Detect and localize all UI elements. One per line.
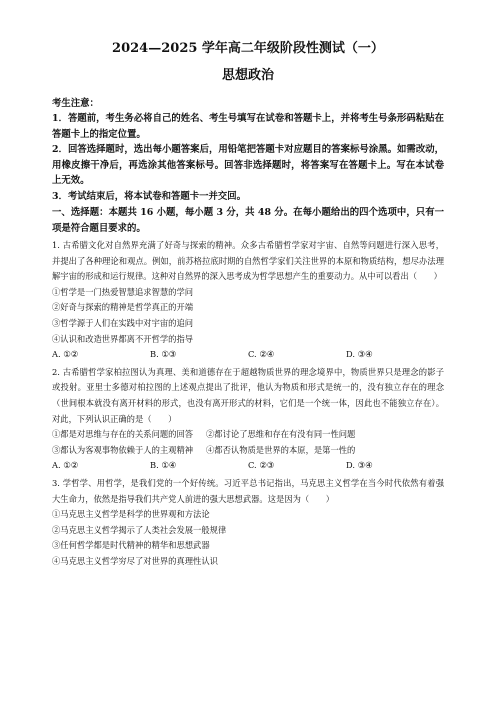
- question-1-statement-2: ②好奇与探索的精神是哲学真正的开端: [52, 302, 194, 313]
- notice-heading: 考生注意：: [52, 98, 99, 109]
- question-2-answer-a: A. ①②: [52, 460, 79, 471]
- question-2-answer-b: B. ①④: [150, 460, 177, 471]
- question-1-answer-a: A. ①②: [52, 349, 79, 360]
- question-1-statement-4: ④认识和改造世界都离不开哲学的指导: [52, 333, 194, 344]
- question-1-answer-b: B. ①③: [150, 349, 177, 360]
- question-1-statement-1: ①哲学是一门热爱智慧追求智慧的学问: [52, 286, 194, 297]
- question-3-statement-4: ④马克思主义哲学穷尽了对世界的真理性认识: [52, 555, 218, 566]
- question-2-statement-1: ①都是对思维与存在的关系问题的回答: [52, 429, 194, 440]
- question-1-answer-d: D. ③④: [346, 349, 373, 360]
- question-2-stem: 2. 古希腊哲学家柏拉图认为真理、美和道德存在于超越物质世界的理念境界中，物质世界只是理念的影子或投射。亚里士多德对柏拉图的上述观点提出了批评，他认为物质和形式是统一的，没有独立存在的理念（世间根本就没有离开材料的形式，也没有离开形式的材料，它们是一个统一体，因此也不能独立存在）。对此，下列认识正确的是（ ）: [52, 366, 444, 424]
- question-3-statement-1: ①马克思主义哲学是科学的世界观和方法论: [52, 509, 210, 520]
- question-2-statements-row-2: [52, 443, 444, 459]
- question-3-statement-3: ③任何哲学都是时代精神的精华和思想武器: [52, 540, 210, 551]
- notice-item-2: 2．回答选择题时，选出每小题答案后，用铅笔把答题卡对应题目的答案标号涂黑。如需改动，用橡皮擦干净后，再选涂其他答案标号。回答非选择题时，将答案写在答题卡上。写在本试卷上无效。: [52, 144, 444, 186]
- question-1-stem: 1. 古希腊文化对自然界充满了好奇与探索的精神。众多古希腊哲学家对宇宙、自然等问题进行深入思考，并提出了各种理论和观点。例如，前苏格拉底时期的自然哲学家们关注世界的本原和物质结构，想尽办法理解宇宙的形成和运行规律。这种对自然界的深入思考成为哲学思想产生的重要动力。从中可以看出（ ）: [52, 240, 444, 282]
- question-3-statement-2: ②马克思主义哲学揭示了人类社会发展一般规律: [52, 524, 227, 535]
- question-1-statement-3: ③哲学源于人们在实践中对宇宙的追问: [52, 317, 194, 328]
- question-2-statement-4: ④都否认物质是世界的本原，是第一性的: [206, 444, 356, 455]
- question-1-answers: [52, 347, 444, 363]
- notice-item-1: 1．答题前，考生务必将自己的姓名、考生号填写在试卷和答题卡上，并将考生号条形码粘贴在答题卡上的指定位置。: [52, 113, 444, 140]
- question-3-stem: 3. 学哲学、用哲学，是我们党的一个好传统。习近平总书记指出，马克思主义哲学在当今时代依然有着强大生命力，依然是指导我们共产党人前进的强大思想武器。这是因为（ ）: [52, 477, 444, 504]
- question-2-statements-row-1: [52, 427, 444, 443]
- question-2-statement-3: ③都认为客观事物依赖于人的主观精神: [52, 444, 194, 455]
- exam-subject: 思想政治: [221, 68, 274, 83]
- exam-title: 2024—2025 学年高二年级阶段性测试（一）: [112, 41, 384, 56]
- question-2-statement-2: ②都讨论了思维和存在有没有同一性问题: [206, 429, 356, 440]
- question-2-answers: [52, 458, 444, 474]
- section-heading: 一、选择题：本题共 16 小题，每小题 3 分，共 48 分。在每小题给出的四个选项中，只有一项是符合题目要求的。: [52, 207, 444, 234]
- notice-item-3: 3．考试结束后，将本试卷和答题卡一并交回。: [52, 190, 247, 202]
- question-2-answer-d: D. ③④: [346, 460, 373, 471]
- question-1-answer-c: C. ②④: [248, 349, 275, 360]
- question-2-answer-c: C. ②③: [248, 460, 275, 471]
